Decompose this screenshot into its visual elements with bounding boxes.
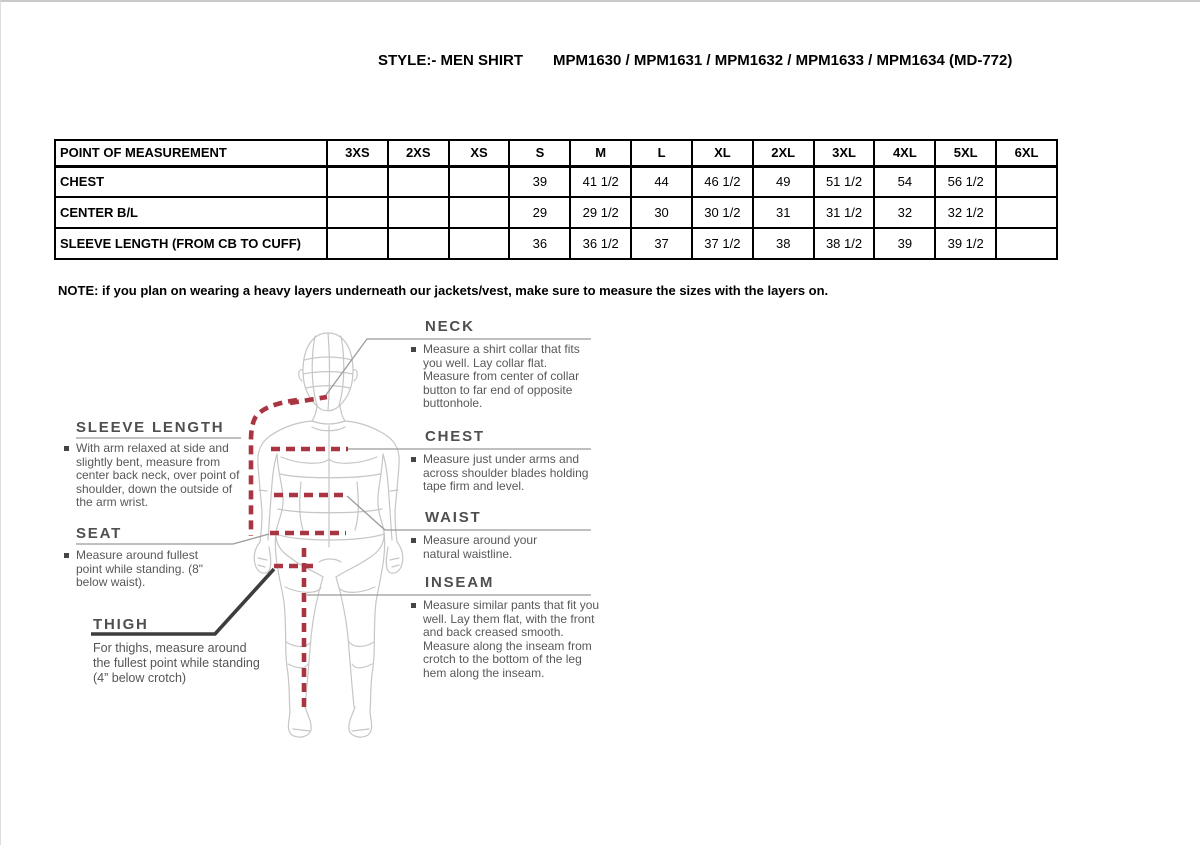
table-header-point-of-measurement: POINT OF MEASUREMENT — [55, 140, 327, 166]
guide-block-sleeve-length — [64, 442, 254, 510]
guide-title-waist: WAIST — [425, 509, 482, 526]
size-value-cell: 38 — [753, 228, 814, 259]
size-column-header: 5XL — [935, 140, 996, 166]
size-value-cell — [327, 197, 388, 228]
size-column-header: 2XL — [753, 140, 814, 166]
size-value-cell: 54 — [874, 166, 935, 197]
measurement-label: CHEST — [55, 166, 327, 197]
table-row — [55, 166, 1057, 197]
size-value-cell: 38 1/2 — [814, 228, 875, 259]
size-value-cell: 32 1/2 — [935, 197, 996, 228]
document-title — [378, 52, 1012, 69]
guide-text-neck: Measure a shirt collar that fits you well. Lay collar flat. Measure from center of collar button to far end of opposite buttonhole. — [423, 342, 580, 411]
measurement-label: SLEEVE LENGTH (FROM CB TO CUFF) — [55, 228, 327, 259]
size-value-cell: 39 1/2 — [935, 228, 996, 259]
size-column-header: XS — [449, 140, 510, 166]
size-value-cell: 46 1/2 — [692, 166, 753, 197]
size-value-cell — [449, 166, 510, 197]
size-value-cell: 41 1/2 — [570, 166, 631, 197]
guide-block-chest — [411, 453, 601, 494]
bullet-square-icon — [64, 553, 69, 558]
size-value-cell: 37 — [631, 228, 692, 259]
size-value-cell — [449, 197, 510, 228]
size-column-header: 2XS — [388, 140, 449, 166]
bullet-square-icon — [411, 347, 416, 352]
body-wireframe-figure — [254, 333, 403, 737]
bullet-square-icon — [411, 538, 416, 543]
guide-title-chest: CHEST — [425, 428, 485, 445]
size-value-cell — [996, 228, 1057, 259]
size-column-header: L — [631, 140, 692, 166]
guide-title-neck: NECK — [425, 318, 475, 335]
size-column-header: XL — [692, 140, 753, 166]
bullet-square-icon — [411, 603, 416, 608]
size-table-header-row — [55, 140, 1057, 166]
guide-text-thigh: For thighs, measure around the fullest point while standing (4” below crotch) — [93, 641, 260, 685]
table-row — [55, 197, 1057, 228]
size-value-cell — [327, 166, 388, 197]
size-column-header: 4XL — [874, 140, 935, 166]
size-column-header: 3XL — [814, 140, 875, 166]
size-value-cell: 31 1/2 — [814, 197, 875, 228]
size-value-cell: 37 1/2 — [692, 228, 753, 259]
note-text: NOTE: if you plan on wearing a heavy layers underneath our jackets/vest, make sure to measure the sizes with the layers on. — [58, 283, 829, 298]
guide-title-thigh: THIGH — [93, 616, 149, 633]
measurement-label: CENTER B/L — [55, 197, 327, 228]
sleeve-measure-line — [251, 400, 297, 536]
size-value-cell: 51 1/2 — [814, 166, 875, 197]
size-value-cell — [388, 228, 449, 259]
size-value-cell: 39 — [509, 166, 570, 197]
size-value-cell: 29 1/2 — [570, 197, 631, 228]
size-value-cell: 39 — [874, 228, 935, 259]
size-value-cell — [388, 197, 449, 228]
size-value-cell: 44 — [631, 166, 692, 197]
bullet-square-icon — [64, 446, 69, 451]
guide-block-inseam — [411, 599, 606, 681]
guide-block-thigh — [93, 641, 273, 686]
size-value-cell: 29 — [509, 197, 570, 228]
guide-block-neck — [411, 343, 601, 411]
size-value-cell: 36 — [509, 228, 570, 259]
guide-block-waist — [411, 534, 601, 561]
size-value-cell — [996, 197, 1057, 228]
document-title-style: STYLE:- MEN SHIRT — [378, 52, 523, 69]
guide-text-waist: Measure around your natural waistline. — [423, 533, 538, 561]
guide-block-seat — [64, 549, 249, 590]
size-value-cell: 56 1/2 — [935, 166, 996, 197]
size-column-header: S — [509, 140, 570, 166]
size-value-cell: 36 1/2 — [570, 228, 631, 259]
size-column-header: 6XL — [996, 140, 1057, 166]
guide-text-sleeve-length: With arm relaxed at side and slightly bent, measure from center back neck, over point of shoulder, down the outside of the arm wrist. — [76, 441, 240, 510]
guide-title-seat: SEAT — [76, 525, 123, 542]
size-value-cell — [449, 228, 510, 259]
size-value-cell: 31 — [753, 197, 814, 228]
guide-title-sleeve-length: SLEEVE LENGTH — [76, 419, 225, 436]
size-value-cell: 32 — [874, 197, 935, 228]
size-value-cell: 49 — [753, 166, 814, 197]
size-value-cell — [388, 166, 449, 197]
guide-text-seat: Measure around fullest point while standing. (8" below waist). — [76, 548, 204, 590]
neck-measure-line — [290, 397, 327, 403]
table-row — [55, 228, 1057, 259]
size-column-header: 3XS — [327, 140, 388, 166]
size-value-cell: 30 — [631, 197, 692, 228]
size-value-cell: 30 1/2 — [692, 197, 753, 228]
document-title-codes: MPM1630 / MPM1631 / MPM1632 / MPM1633 / MPM1634 (MD-772) — [553, 52, 1013, 69]
size-value-cell — [327, 228, 388, 259]
bullet-square-icon — [411, 457, 416, 462]
size-table — [54, 139, 1058, 260]
size-column-header: M — [570, 140, 631, 166]
guide-text-chest: Measure just under arms and across shoulder blades holding tape firm and level. — [423, 452, 589, 494]
guide-title-inseam: INSEAM — [425, 574, 495, 591]
guide-text-inseam: Measure similar pants that fit you well. Lay them flat, with the front and back creased smooth. Measure along the inseam from crotch to the bottom of the leg hem along the inseam. — [423, 598, 600, 680]
size-value-cell — [996, 166, 1057, 197]
